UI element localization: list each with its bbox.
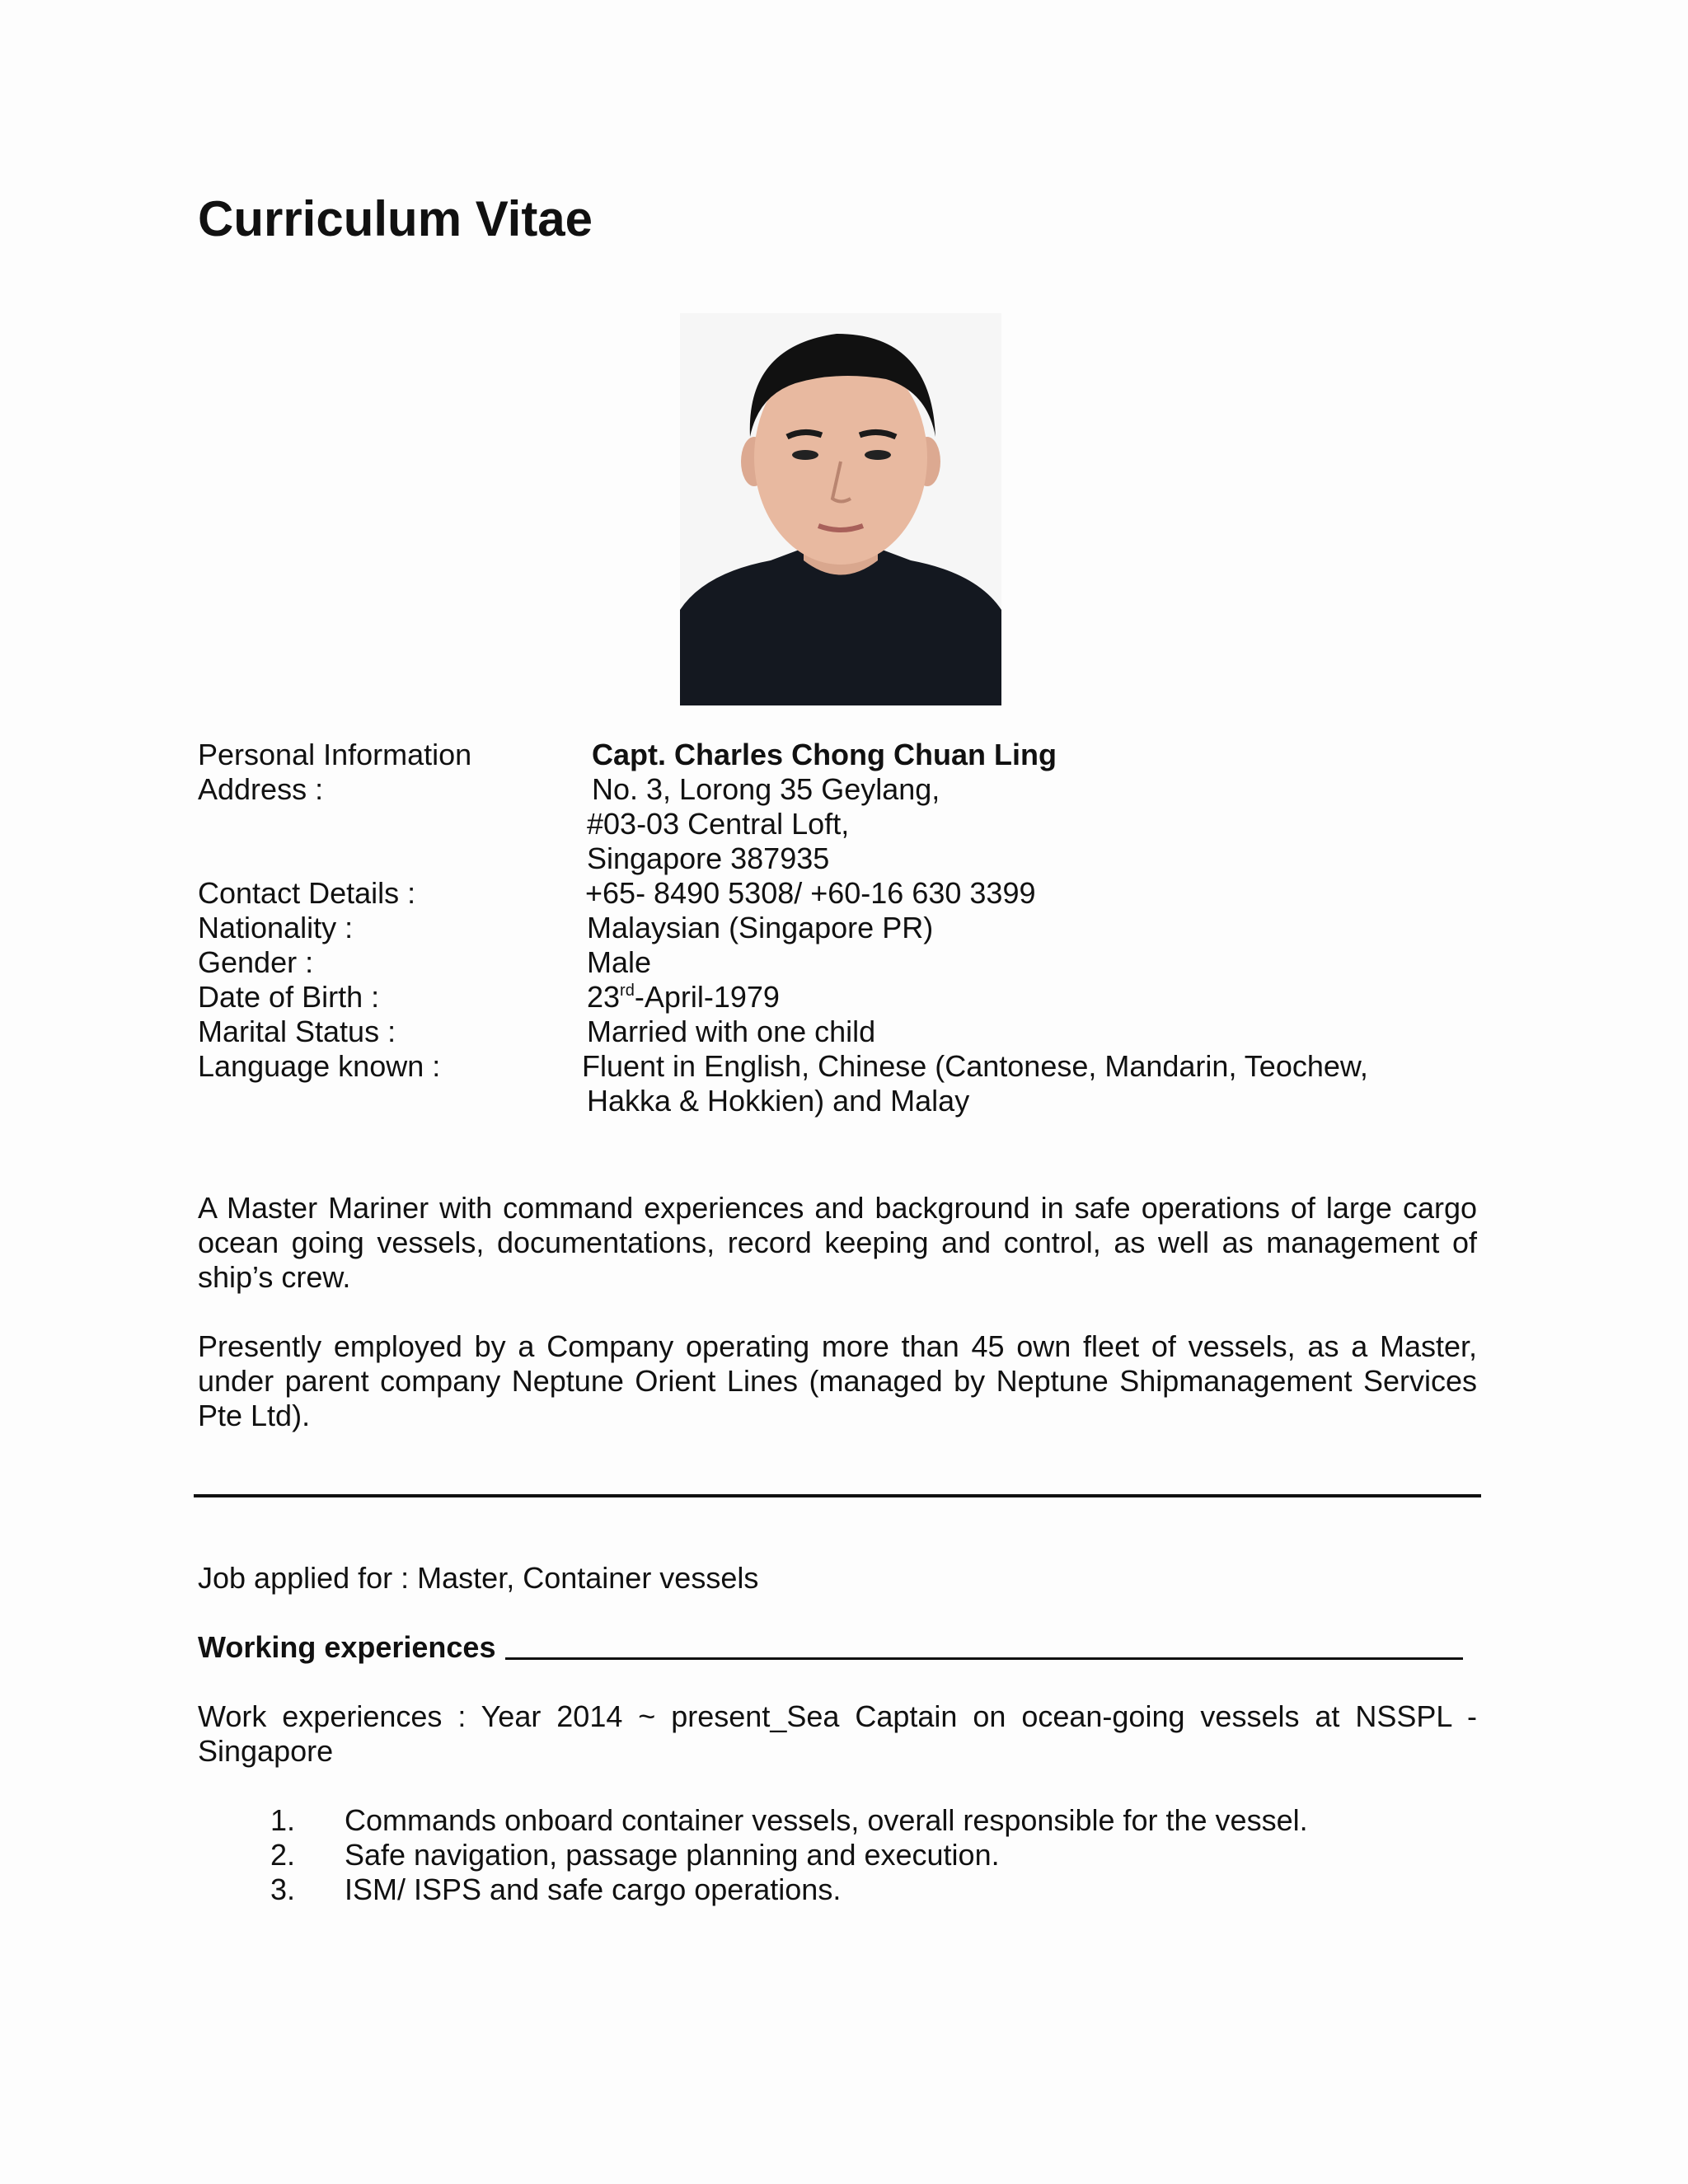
work-experience-line: Work experiences : Year 2014 ~ present_Sea Captain on ocean-going vessels at NSSPL - Singapore xyxy=(198,1699,1477,1768)
address-line-1: No. 3, Lorong 35 Geylang, xyxy=(592,772,940,806)
section-divider xyxy=(194,1494,1481,1497)
heading-underline xyxy=(505,1657,1463,1660)
list-item-number: 1. xyxy=(270,1803,296,1837)
list-item-text: ISM/ ISPS and safe cargo operations. xyxy=(345,1872,842,1906)
portrait-illustration xyxy=(680,313,1001,705)
job-applied: Job applied for : Master, Container vessels xyxy=(198,1561,759,1595)
list-item-number: 2. xyxy=(270,1838,296,1872)
list-item xyxy=(198,1838,1477,1872)
portrait-photo xyxy=(680,313,1001,705)
right-eye-shape xyxy=(865,450,891,460)
dob-day: 23 xyxy=(587,980,621,1014)
marital-label: Marital Status : xyxy=(198,1015,396,1048)
duties-list xyxy=(198,1803,1477,1907)
address-line-2: #03-03 Central Loft, xyxy=(587,807,850,841)
list-item xyxy=(198,1803,1477,1838)
marital-value: Married with one child xyxy=(587,1015,876,1048)
dob-suffix: rd xyxy=(620,982,635,1000)
gender-value: Male xyxy=(587,945,652,979)
nationality-value: Malaysian (Singapore PR) xyxy=(587,911,934,944)
left-eye-shape xyxy=(792,450,818,460)
candidate-name: Capt. Charles Chong Chuan Ling xyxy=(592,738,1057,771)
list-item-text: Safe navigation, passage planning and execution. xyxy=(345,1838,1000,1872)
address-line-3: Singapore 387935 xyxy=(587,841,830,875)
dob-rest: -April-1979 xyxy=(634,980,780,1014)
working-experiences-label: Working experiences xyxy=(198,1630,496,1664)
list-item-text: Commands onboard container vessels, overall responsible for the vessel. xyxy=(345,1803,1308,1837)
gender-label: Gender : xyxy=(198,945,314,979)
address-label: Address : xyxy=(198,772,324,806)
language-line-2: Hakka & Hokkien) and Malay xyxy=(587,1084,970,1118)
dob-label: Date of Birth : xyxy=(198,980,380,1014)
summary-paragraph-1: A Master Mariner with command experiences and background in safe operations of large cargo ocean going vessels, documentations, record keeping and control, as well as management of ship’s crew. xyxy=(198,1191,1477,1294)
document-title: Curriculum Vitae xyxy=(198,191,593,246)
list-item-number: 3. xyxy=(270,1872,296,1906)
language-line-1: Fluent in English, Chinese (Cantonese, Mandarin, Teochew, xyxy=(582,1049,1368,1083)
contact-value: +65- 8490 5308/ +60-16 630 3399 xyxy=(585,876,1036,910)
contact-label: Contact Details : xyxy=(198,876,416,910)
summary-paragraph-2: Presently employed by a Company operating more than 45 own fleet of vessels, as a Master, under parent company Neptune Orient Lines (managed by Neptune Shipmanagement Services Pte Ltd). xyxy=(198,1329,1477,1432)
language-label: Language known : xyxy=(198,1049,441,1083)
dob-value xyxy=(587,980,780,1015)
nationality-label: Nationality : xyxy=(198,911,354,944)
personal-information-label: Personal Information xyxy=(198,738,472,771)
list-item xyxy=(198,1872,1477,1907)
working-experiences-heading xyxy=(198,1630,1463,1665)
